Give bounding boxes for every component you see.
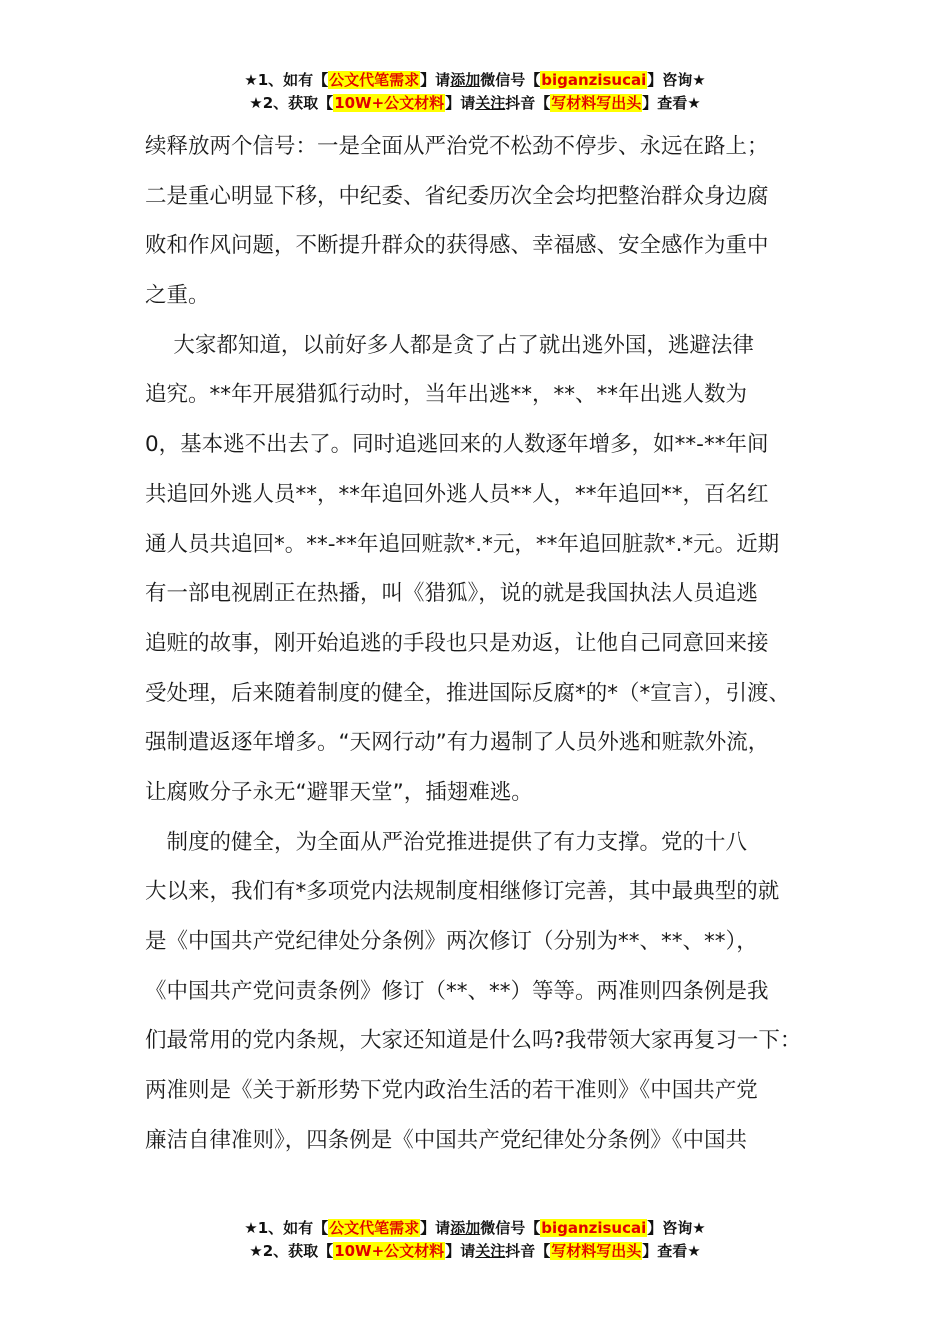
banner-line-2: ★2、获取【10W+公文材料】请关注抖音【写材料写出头】查看★ [249,1242,701,1260]
body-line: 大家都知道，以前好多人都是贪了占了就出逃外国，逃避法律 [145,332,754,358]
body-line: 们最常用的党内条规，大家还知道是什么吗?我带领大家再复习一下： [145,1028,802,1054]
body-line: 二是重心明显下移，中纪委、省纪委历次全会均把整治群众身边腐 [145,183,769,209]
body-line: 让腐败分子永无“避罪天堂”，插翅难逃。 [145,779,533,805]
banner-highlight: 公文代笔需求 [329,1219,420,1237]
body-line: 制度的健全，为全面从严治党推进提供了有力支撑。党的十八 [145,829,748,855]
body-line: 有一部电视剧正在热播，叫《猎狐》，说的就是我国执法人员追逃 [145,581,758,607]
body-line: 续释放两个信号：一是全面从严治党不松劲不停步、永远在路上； [145,134,769,159]
body-line: 追赃的故事，刚开始追逃的手段也只是劝返，让他自己同意回来接 [145,630,769,656]
body-line: 强制遣返逐年增多。“天网行动”有力遏制了人员外逃和赃款外流， [145,730,770,756]
document-body [145,122,835,1165]
body-line: 通人员共追回*。**-**年追回赃款*.*元，**年追回脏款*.*元。近期 [145,531,780,557]
body-line: 两准则是《关于新形势下党内政治生活的若干准则》《中国共产党 [145,1078,758,1104]
banner-line-2: ★2、获取【10W+公文材料】请关注抖音【写材料写出头】查看★ [249,94,701,112]
banner-line-1: ★1、如有【公文代笔需求】请添加微信号【biganzisucai】咨询★ [244,1219,706,1237]
banner-highlight: 写材料写出头 [551,94,642,112]
body-line: 之重。 [145,283,210,309]
banner-highlight: 10W+公文材料 [334,94,445,112]
body-line: 廉洁自律准则》，四条例是《中国共产党纪律处分条例》《中国共 [145,1127,748,1153]
body-line: 受处理，后来随着制度的健全，推进国际反腐*的*（*宣言），引渡、 [145,680,791,706]
banner-highlight: 公文代笔需求 [329,71,420,89]
banner-highlight: biganzisucai [541,71,647,89]
body-line: 败和作风问题，不断提升群众的获得感、幸福感、安全感作为重中 [145,233,769,259]
banner-line-1: ★1、如有【公文代笔需求】请添加微信号【biganzisucai】咨询★ [244,71,706,89]
header-banner [0,69,950,115]
body-line: 《中国共产党问责条例》修订（**、**）等等。两准则四条例是我 [145,978,769,1004]
banner-highlight: biganzisucai [541,1219,647,1237]
banner-highlight: 写材料写出头 [551,1242,642,1260]
body-line: 0，基本逃不出去了。同时追逃回来的人数逐年增多，如**-**年间 [145,432,769,458]
banner-highlight: 10W+公文材料 [334,1242,445,1260]
body-line: 追究。**年开展猎狐行动时，当年出逃**，**、**年出逃人数为 [145,382,748,408]
footer-banner [0,1217,950,1263]
body-line: 大以来，我们有*多项党内法规制度相继修订完善，其中最典型的就 [145,879,780,905]
body-line: 是《中国共产党纪律处分条例》两次修订（分别为**、**、**）， [145,929,758,954]
body-line: 共追回外逃人员**，**年追回外逃人员**人，**年追回**，百名红 [145,481,769,507]
